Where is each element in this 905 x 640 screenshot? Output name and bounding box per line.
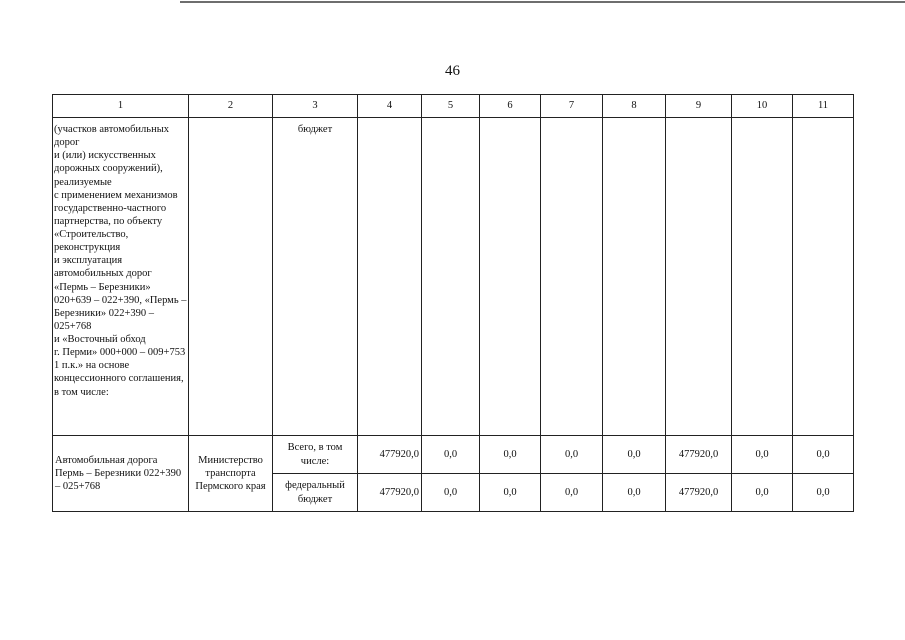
column-number: 3: [273, 95, 358, 118]
value-cell: 477920,0: [666, 474, 732, 512]
executor-name: Министерство транспорта Пермского края: [189, 436, 273, 512]
scan-edge-line: [180, 1, 905, 3]
continuation-source: бюджет: [273, 118, 358, 436]
value-cell: 0,0: [422, 474, 480, 512]
value-cell: 0,0: [793, 474, 854, 512]
value-cell: 0,0: [603, 474, 666, 512]
value-cell: 0,0: [422, 436, 480, 474]
funding-source: Всего, в том числе:: [273, 436, 358, 474]
column-number: 1: [53, 95, 189, 118]
column-number: 7: [541, 95, 603, 118]
page-number: 46: [445, 63, 460, 79]
column-number: 9: [666, 95, 732, 118]
value-cell: 0,0: [732, 436, 793, 474]
value-cell: 477920,0: [358, 474, 422, 512]
table-row: [53, 436, 854, 474]
value-cell: 0,0: [480, 436, 541, 474]
object-name: Автомобильная дорога Пермь – Березники 022+390 – 025+768: [53, 436, 189, 512]
column-number: 6: [480, 95, 541, 118]
budget-table: [52, 94, 854, 512]
column-number: 5: [422, 95, 480, 118]
value-cell: 477920,0: [358, 436, 422, 474]
value-cell: 0,0: [541, 474, 603, 512]
column-number: 11: [793, 95, 854, 118]
continuation-row: [53, 118, 854, 436]
column-number: 10: [732, 95, 793, 118]
value-cell: 0,0: [480, 474, 541, 512]
value-cell: 477920,0: [666, 436, 732, 474]
value-cell: 0,0: [541, 436, 603, 474]
column-number: 8: [603, 95, 666, 118]
funding-source: федеральный бюджет: [273, 474, 358, 512]
value-cell: 0,0: [603, 436, 666, 474]
value-cell: 0,0: [732, 474, 793, 512]
column-number: 4: [358, 95, 422, 118]
column-number-row: [53, 95, 854, 118]
continuation-description: (участков автомобильных дорог и (или) искусственных дорожных сооружений), реализуемые с применением механизмов государственно-частного партнерства, по объекту «Строительство, реконструкция и эксплуатация автомобильных дорог «Пермь – Березники» 020+639 – 022+390, «Пермь – Березники» 022+390 – 025+768 и «Восточный обход г. Перми» 000+000 – 009+753 1 п.к.» на основе концессионного соглашения, в том числе:: [53, 118, 189, 436]
column-number: 2: [189, 95, 273, 118]
value-cell: 0,0: [793, 436, 854, 474]
